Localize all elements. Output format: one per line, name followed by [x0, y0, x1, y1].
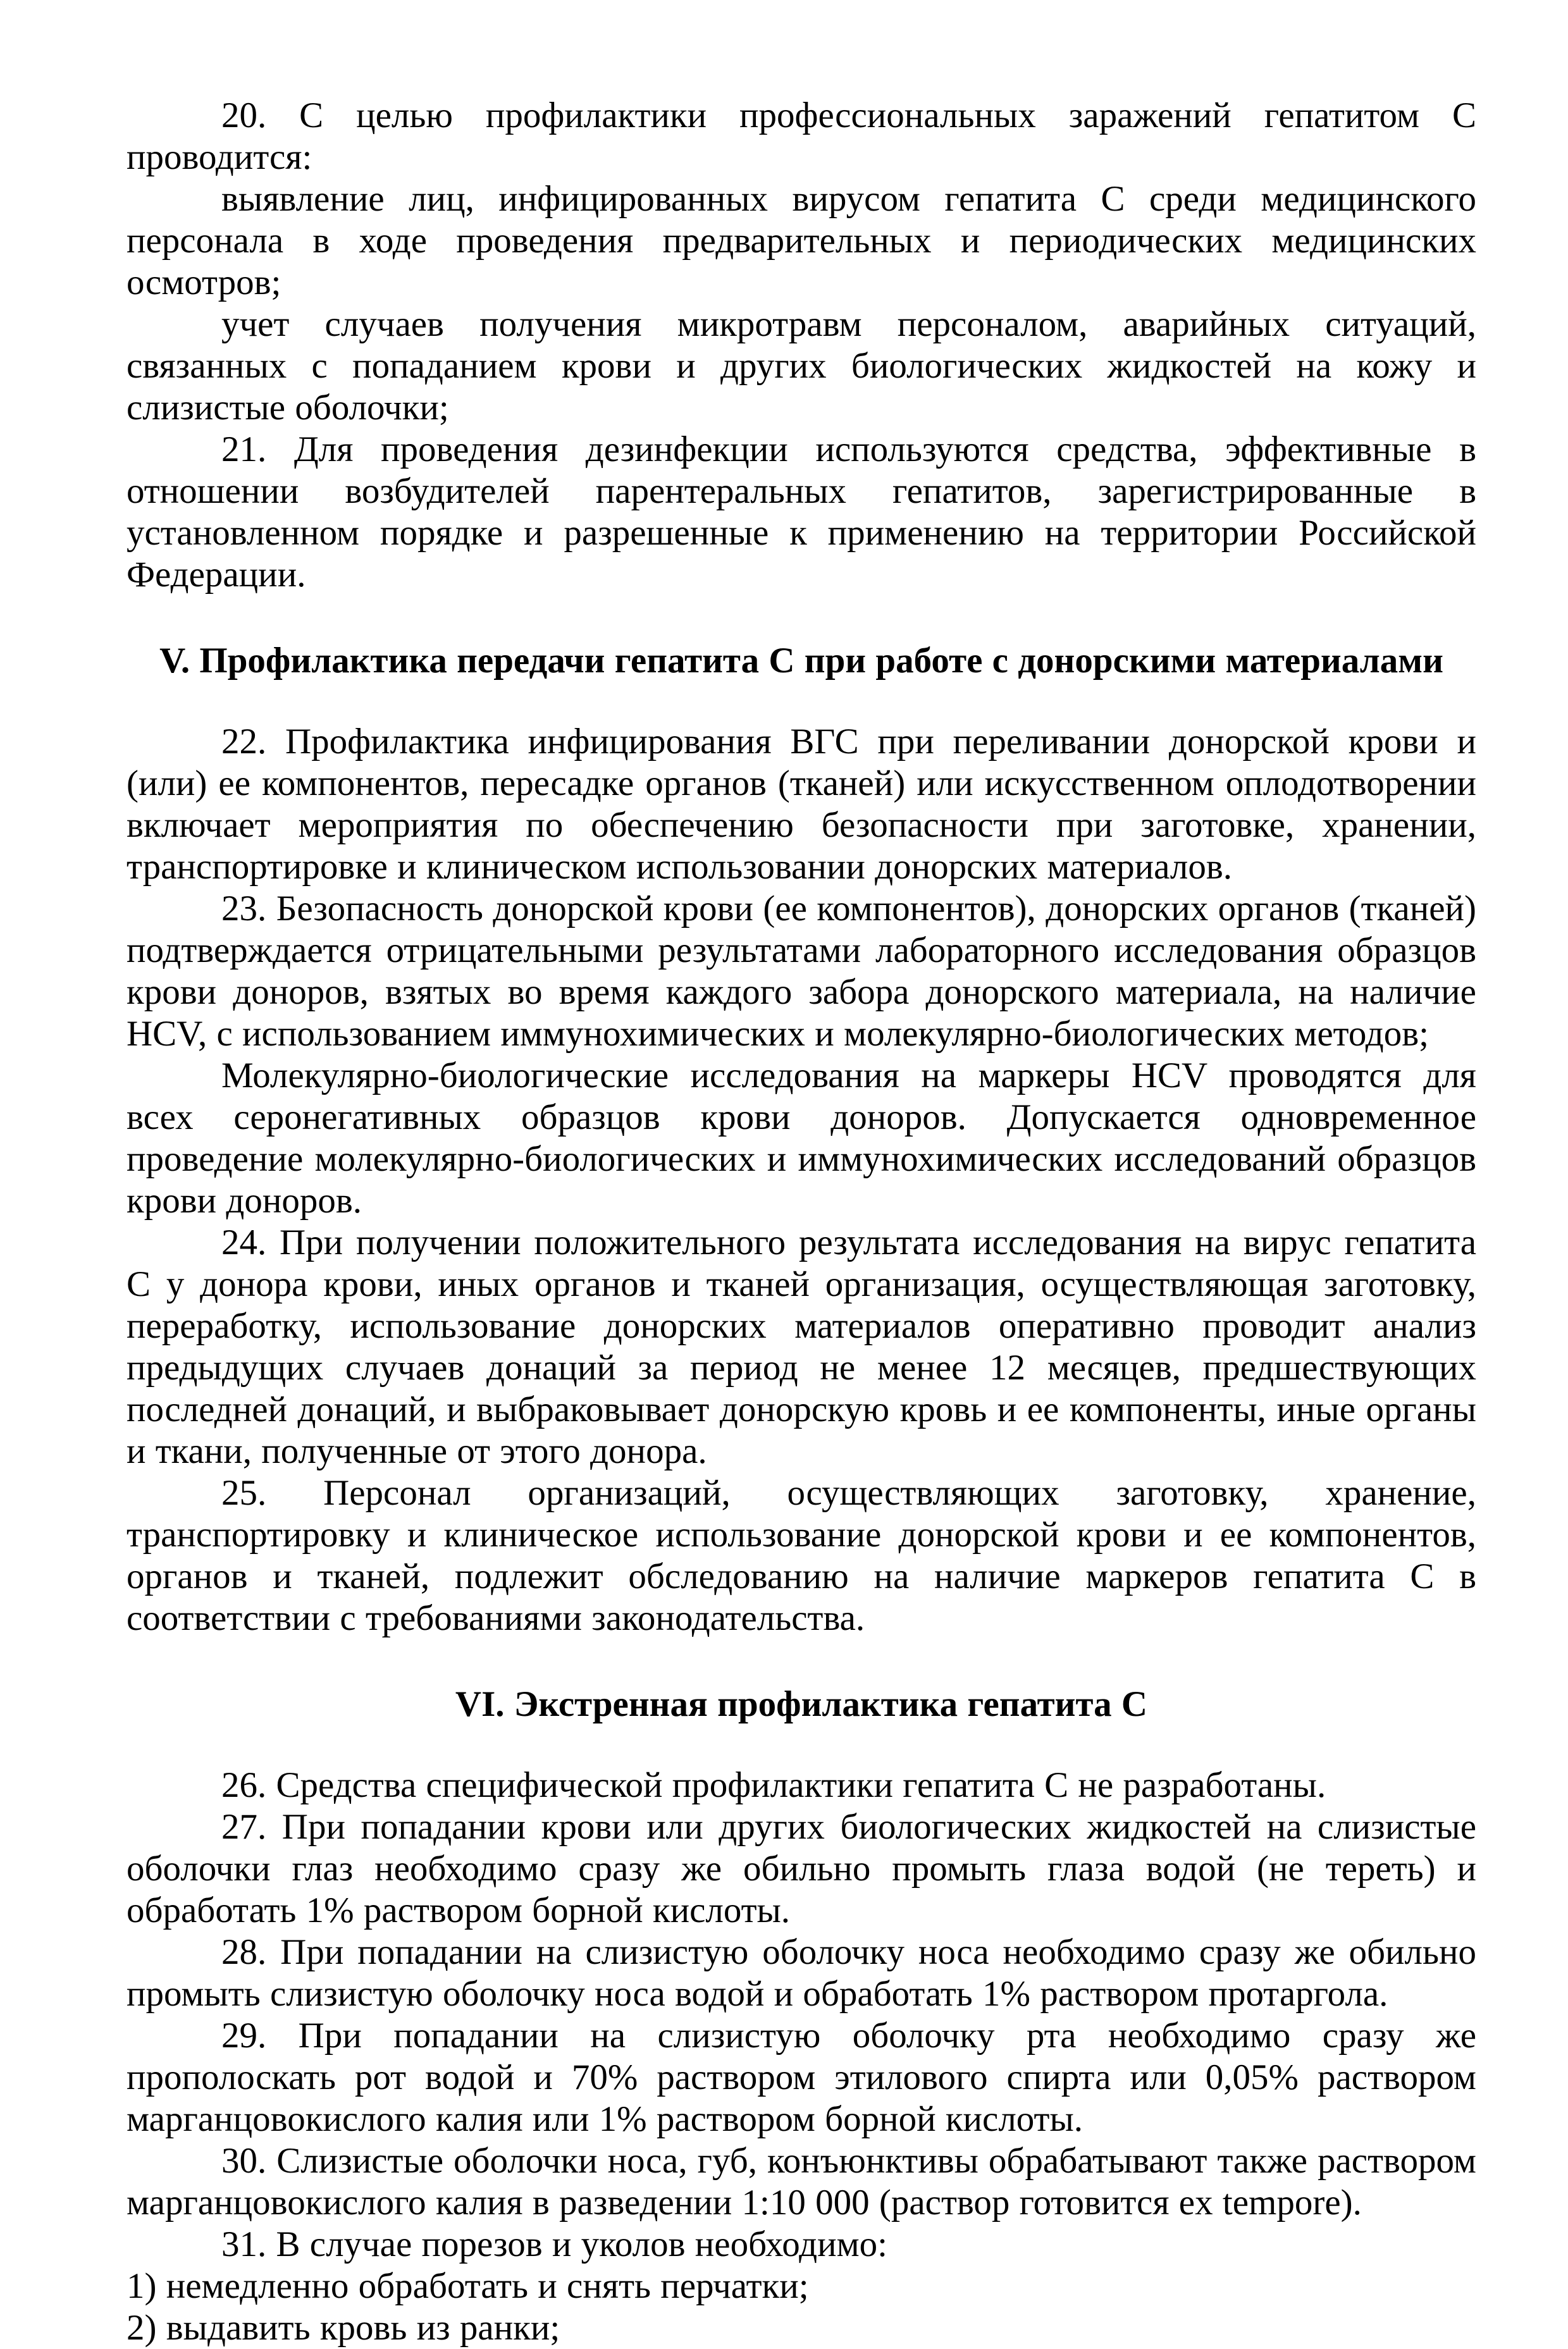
paragraph-24: 24. При получении положительного результата исследования на вирус гепатита С у донора крови, иных органов и тканей организация, осуществляющая заготовку, переработку, использование донорских материалов оперативно проводит анализ предыдущих случаев донаций за период не менее 12 месяцев, предшествующих последней донаций, и выбраковывает донорскую кровь и ее компоненты, иные органы и ткани, полученные от этого донора.: [127, 1223, 1476, 1471]
paragraph-25: 25. Персонал организаций, осуществляющих заготовку, хранение, транспортировку и клиническое использование донорской крови и ее компонентов, органов и тканей, подлежит обследованию на наличие маркеров гепатита С в соответствии с требованиями законодательства.: [127, 1473, 1476, 1638]
paragraph-27: 27. При попадании крови или других биологических жидкостей на слизистые оболочки глаз необходимо сразу же обильно промыть глаза водой (не тереть) и обработать 1% раствором борной кислоты.: [127, 1807, 1476, 1930]
paragraph-22: 22. Профилактика инфицирования ВГС при переливании донорской крови и (или) ее компонентов, пересадке органов (тканей) или искусственном оплодотворении включает мероприятия по обеспечению безопасности при заготовке, хранении, транспортировке и клиническом использовании донорских материалов.: [127, 722, 1476, 887]
heading-section-v: V. Профилактика передачи гепатита С при работе с донорскими материалами: [159, 641, 1443, 681]
paragraph-23: 23. Безопасность донорской крови (ее компонентов), донорских органов (тканей) подтверждается отрицательными результатами лабораторного исследования образцов крови доноров, взятых во время каждого забора донорского материала, на наличие HCV, с использованием иммунохимических и молекулярно-биологических методов;: [127, 889, 1476, 1054]
paragraph-31: 31. В случае порезов и уколов необходимо:: [221, 2224, 888, 2264]
paragraph-30: 30. Слизистые оболочки носа, губ, конъюнктивы обрабатывают также раствором марганцовокислого калия в разведении 1:10 000 (раствор готовится ex tempore).: [127, 2141, 1476, 2223]
paragraph-21: 21. Для проведения дезинфекции используются средства, эффективные в отношении возбудителей парентеральных гепатитов, зарегистрированные в установленном порядке и разрешенные к применению на территории Российской Федерации.: [127, 429, 1476, 595]
paragraph-20-item-microtrauma: учет случаев получения микротравм персоналом, аварийных ситуаций, связанных с попаданием крови и других биологических жидкостей на кожу и слизистые оболочки;: [127, 304, 1476, 428]
paragraph-29: 29. При попадании на слизистую оболочку рта необходимо сразу же прополоскать рот водой и 70% раствором этилового спирта или 0,05% раствором марганцовокислого калия или 1% раствором борной кислоты.: [127, 2016, 1476, 2139]
paragraph-20-item-identification: выявление лиц, инфицированных вирусом гепатита С среди медицинского персонала в ходе проведения предварительных и периодических медицинских осмотров;: [127, 179, 1476, 302]
paragraph-28: 28. При попадании на слизистую оболочку носа необходимо сразу же обильно промыть слизистую оболочку носа водой и обработать 1% раствором протаргола.: [127, 1932, 1476, 2014]
paragraph-20: 20. С целью профилактики профессиональных заражений гепатитом С проводится:: [127, 96, 1476, 177]
paragraph-26: 26. Средства специфической профилактики гепатита С не разработаны.: [221, 1765, 1326, 1805]
paragraph-23-molecular: Молекулярно-биологические исследования на маркеры HCV проводятся для всех серонегативных образцов крови доноров. Допускается одновременное проведение молекулярно-биологических и иммунохимических исследований образцов крови доноров.: [127, 1056, 1476, 1221]
heading-section-vi: VI. Экстренная профилактика гепатита С: [455, 1684, 1148, 1724]
list-item-1-treat-remove-gloves: 1) немедленно обработать и снять перчатки;: [127, 2266, 809, 2306]
list-item-2-squeeze-blood: 2) выдавить кровь из ранки;: [127, 2308, 560, 2348]
